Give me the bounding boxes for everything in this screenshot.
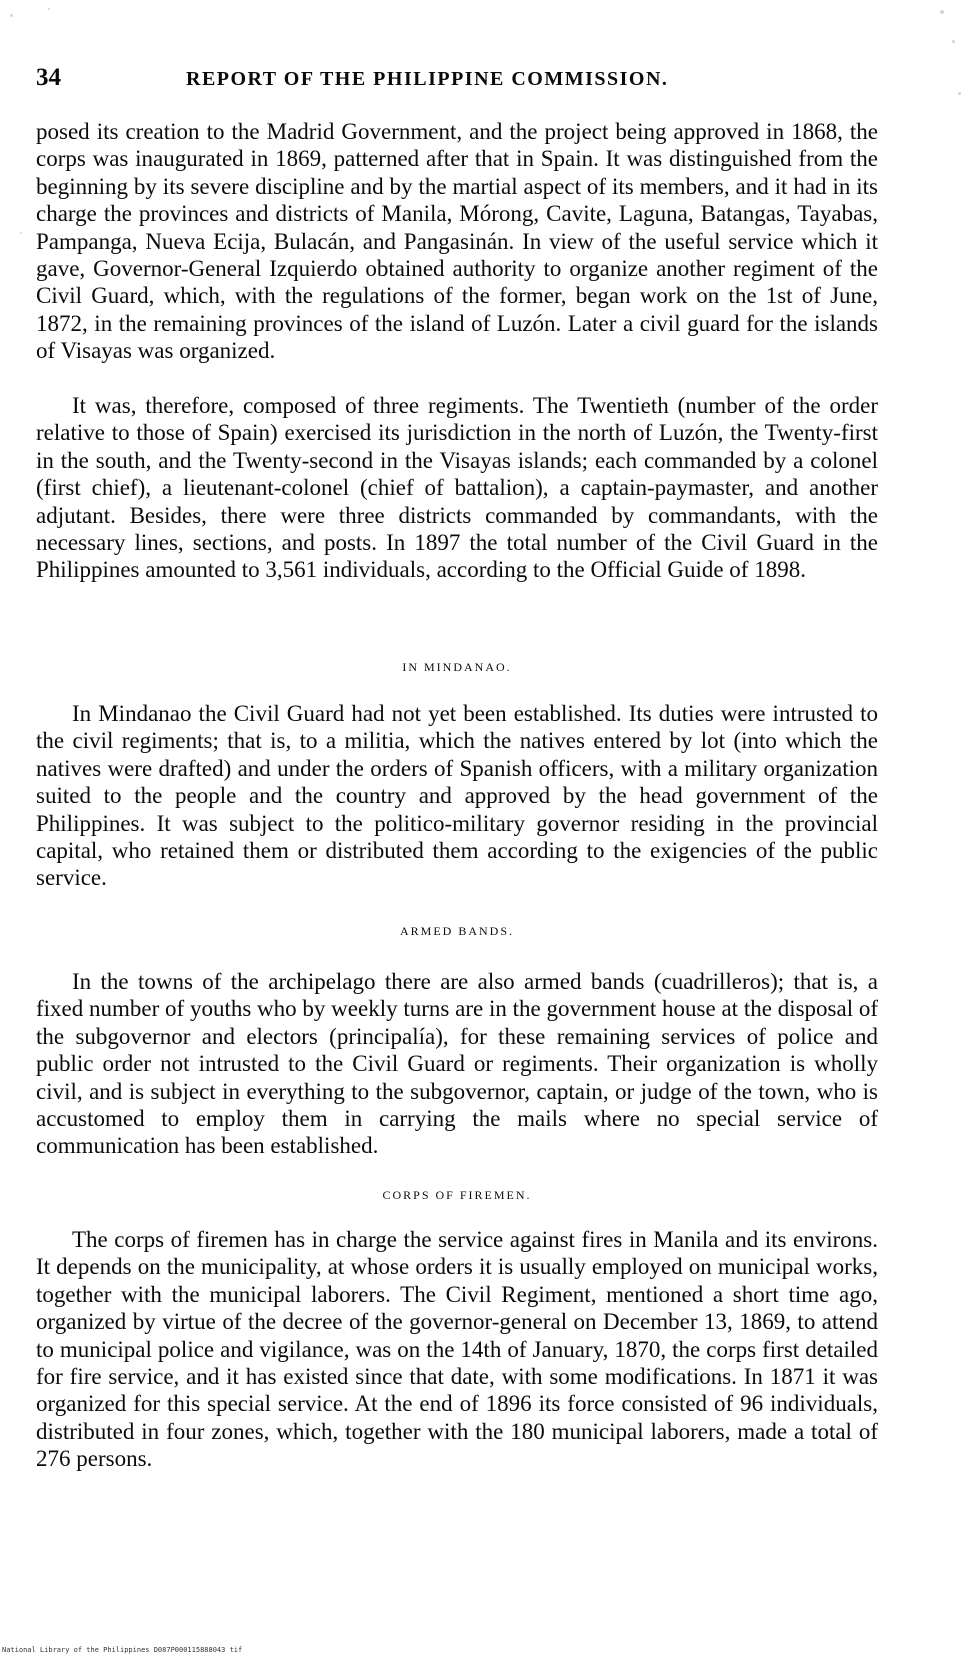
heading-in-mindanao: IN MINDANAO. [402, 660, 512, 674]
paragraph-mindanao: In Mindanao the Civil Guard had not yet been established. Its duties were intrusted to the civil regiments; that is, to a militia, which the natives entered by lot (into which the natives were drafted) and under the orders of Spanish officers, with a military organization suited to the people and the country and approved by the head government of the Philippines. It was subject to the politico-military governor residing in the provincial capital, who retained them or distributed them according to the exigencies of the public service. [36, 701, 878, 891]
page-number: 34 [36, 64, 61, 91]
scan-speckle [10, 14, 13, 17]
scan-speckle [940, 10, 944, 14]
scan-speckle [20, 232, 22, 234]
heading-armed-bands: ARMED BANDS. [399, 924, 514, 938]
running-head [36, 64, 916, 94]
scan-speckle [48, 8, 50, 10]
heading-corps-of-firemen: CORPS OF FIREMEN. [382, 1188, 532, 1202]
paragraph-three-regiments: It was, therefore, composed of three regiments. The Twentieth (number of the order relative to those of Spain) exercised its jurisdiction in the north of Luzón, the Twenty-first in the south, and the Twenty-second in the Visayas islands; each commanded by a colonel (first chief), a lieutenant-colonel (chief of battalion), a captain-paymaster, and another adjutant. Besides, there were three districts commanded by commandants, with the necessary lines, sections, and posts. In 1897 the total number of the Civil Guard in the Philippines amounted to 3,561 individuals, according to the Official Guide of 1898. [36, 393, 878, 583]
paragraph-armed-bands: In the towns of the archipelago there are also armed bands (cuadrilleros); that is, a fixed number of youths who by weekly turns are in the government house at the disposal of the subgovernor and electors (principalía), for these remaining services of police and public order not intrusted to the Civil Guard or regiments. Their organization is wholly civil, and is subject in everything to the subgovernor, captain, or judge of the town, who is accustomed to employ them in carrying the mails where no special service of communication has been established. [36, 969, 878, 1159]
paragraph-civil-guard-creation: posed its creation to the Madrid Government, and the project being approved in 1868, the corps was inaugurated in 1869, patterned after that in Spain. It was distinguished from the beginning by its severe discipline and by the martial aspect of its members, and it had in its charge the provinces and districts of Manila, Mórong, Cavite, Laguna, Batangas, Tayabas, Pampanga, Nueva Ecija, Bulacán, and Pangasinán. In view of the useful service which it gave, Governor-General Izquierdo obtained authority to organize another regiment of the Civil Guard, which, with the regulations of the former, began work on the 1st of June, 1872, in the remaining provinces of the island of Luzón. Later a civil guard for the islands of Visayas was organized. [36, 119, 878, 364]
running-title: REPORT OF THE PHILIPPINE COMMISSION. [186, 68, 669, 90]
scan-speckle [958, 92, 961, 95]
paragraph-firemen: The corps of firemen has in charge the service against fires in Manila and its environs. It depends on the municipality, at whose orders it is usually employed on municipal works, together with the municipal laborers. The Civil Regiment, mentioned a short time ago, organized by virtue of the decree of the governor-general on December 13, 1869, to attend to municipal police and vigilance, was on the 14th of January, 1870, the corps first detailed for fire service, and it has existed since that date, with some modifications. In 1871 it was organized for this special service. At the end of 1896 its force consisted of 96 individuals, distributed in four zones, which, together with the 180 municipal laborers, made a total of 276 persons. [36, 1227, 878, 1472]
scan-footer-note: National Library of the Philippines D087P000115888043 tif [2, 1646, 243, 1654]
scan-speckle [952, 40, 955, 43]
